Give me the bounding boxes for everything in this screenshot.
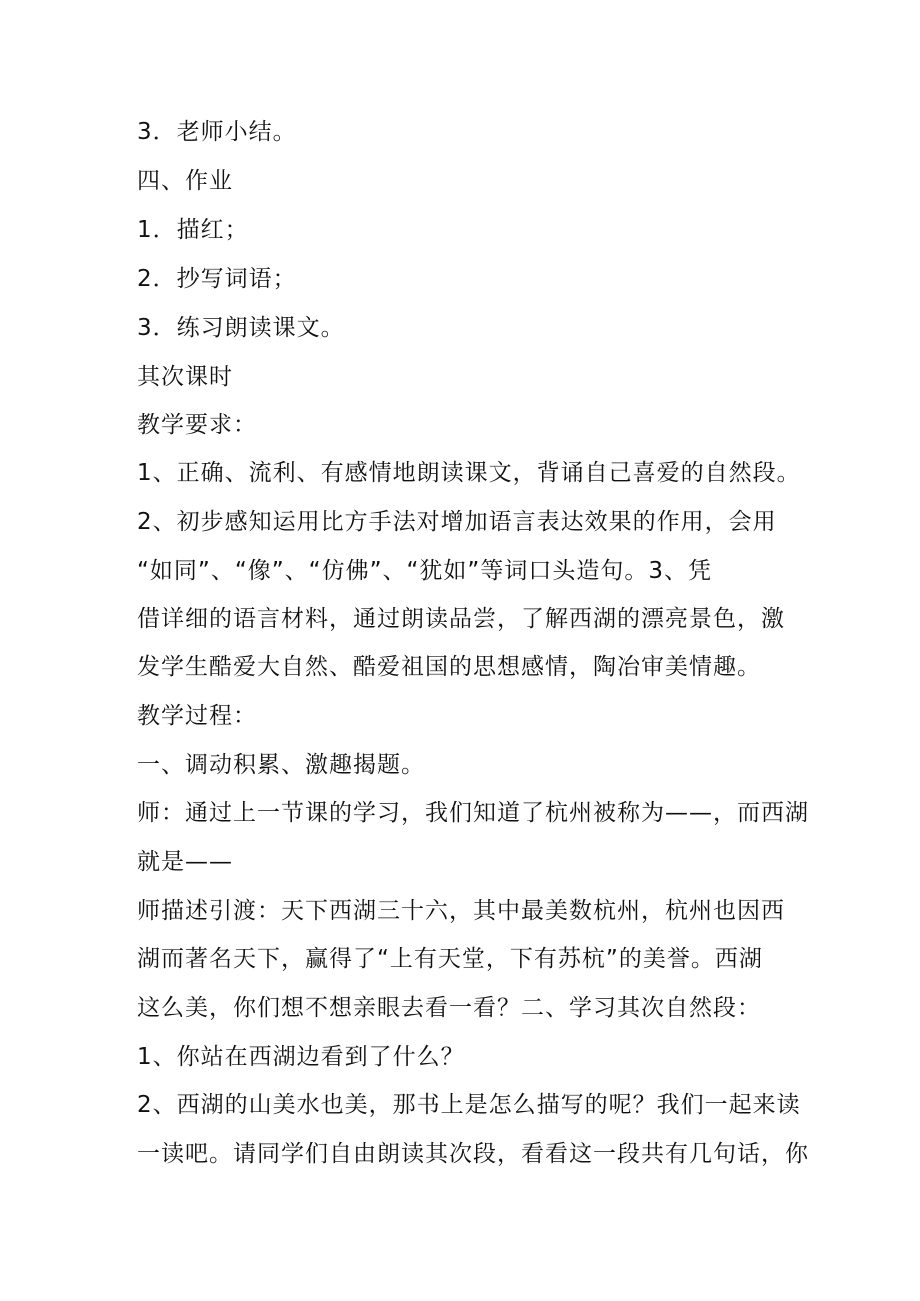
text-line: 3．老师小结。 (137, 119, 297, 145)
text-line: 师描述引渡：天下西湖三十六，其中最美数杭州，杭州也因西 (137, 898, 785, 924)
text-line: 借详细的语言材料，通过朗读品尝，了解西湖的漂亮景色，激 (137, 606, 785, 632)
text-line: 教学过程： (137, 703, 257, 729)
text-line: 1．描红； (137, 217, 249, 243)
text-line: 一、调动积累、激趣揭题。 (137, 752, 425, 778)
text-line: 其次课时 (137, 364, 233, 390)
text-line: 2、西湖的山美水也美，那书上是怎么描写的呢？我们一起来读 (137, 1092, 801, 1118)
text-line: 2、初步感知运用比方手法对增加语言表达效果的作用，会用 (137, 509, 777, 535)
text-line: 这么美，你们想不想亲眼去看一看？二、学习其次自然段： (137, 995, 761, 1021)
text-line: 师：通过上一节课的学习，我们知道了杭州被称为——，而西湖 (137, 800, 809, 826)
text-line: “如同”、“像”、“仿佛”、“犹如”等词口头造句。3、凭 (137, 558, 712, 584)
text-line: 2．抄写词语； (137, 266, 297, 292)
text-line: 3．练习朗读课文。 (137, 315, 345, 341)
text-line: 湖而著名天下，赢得了“上有天堂，下有苏杭”的美誉。西湖 (137, 946, 763, 972)
text-line: 1、正确、流利、有感情地朗读课文，背诵自己喜爱的自然段。 (137, 460, 801, 486)
text-line: 一读吧。请同学们自由朗读其次段，看看这一段共有几句话，你 (137, 1141, 809, 1167)
text-line: 教学要求： (137, 412, 257, 438)
text-line: 发学生酷爱大自然、酷爱祖国的思想感情，陶冶审美情趣。 (137, 654, 761, 680)
text-line: 就是—— (137, 849, 233, 875)
text-line: 1、你站在西湖边看到了什么？ (137, 1044, 465, 1070)
text-line: 四、作业 (137, 168, 233, 194)
